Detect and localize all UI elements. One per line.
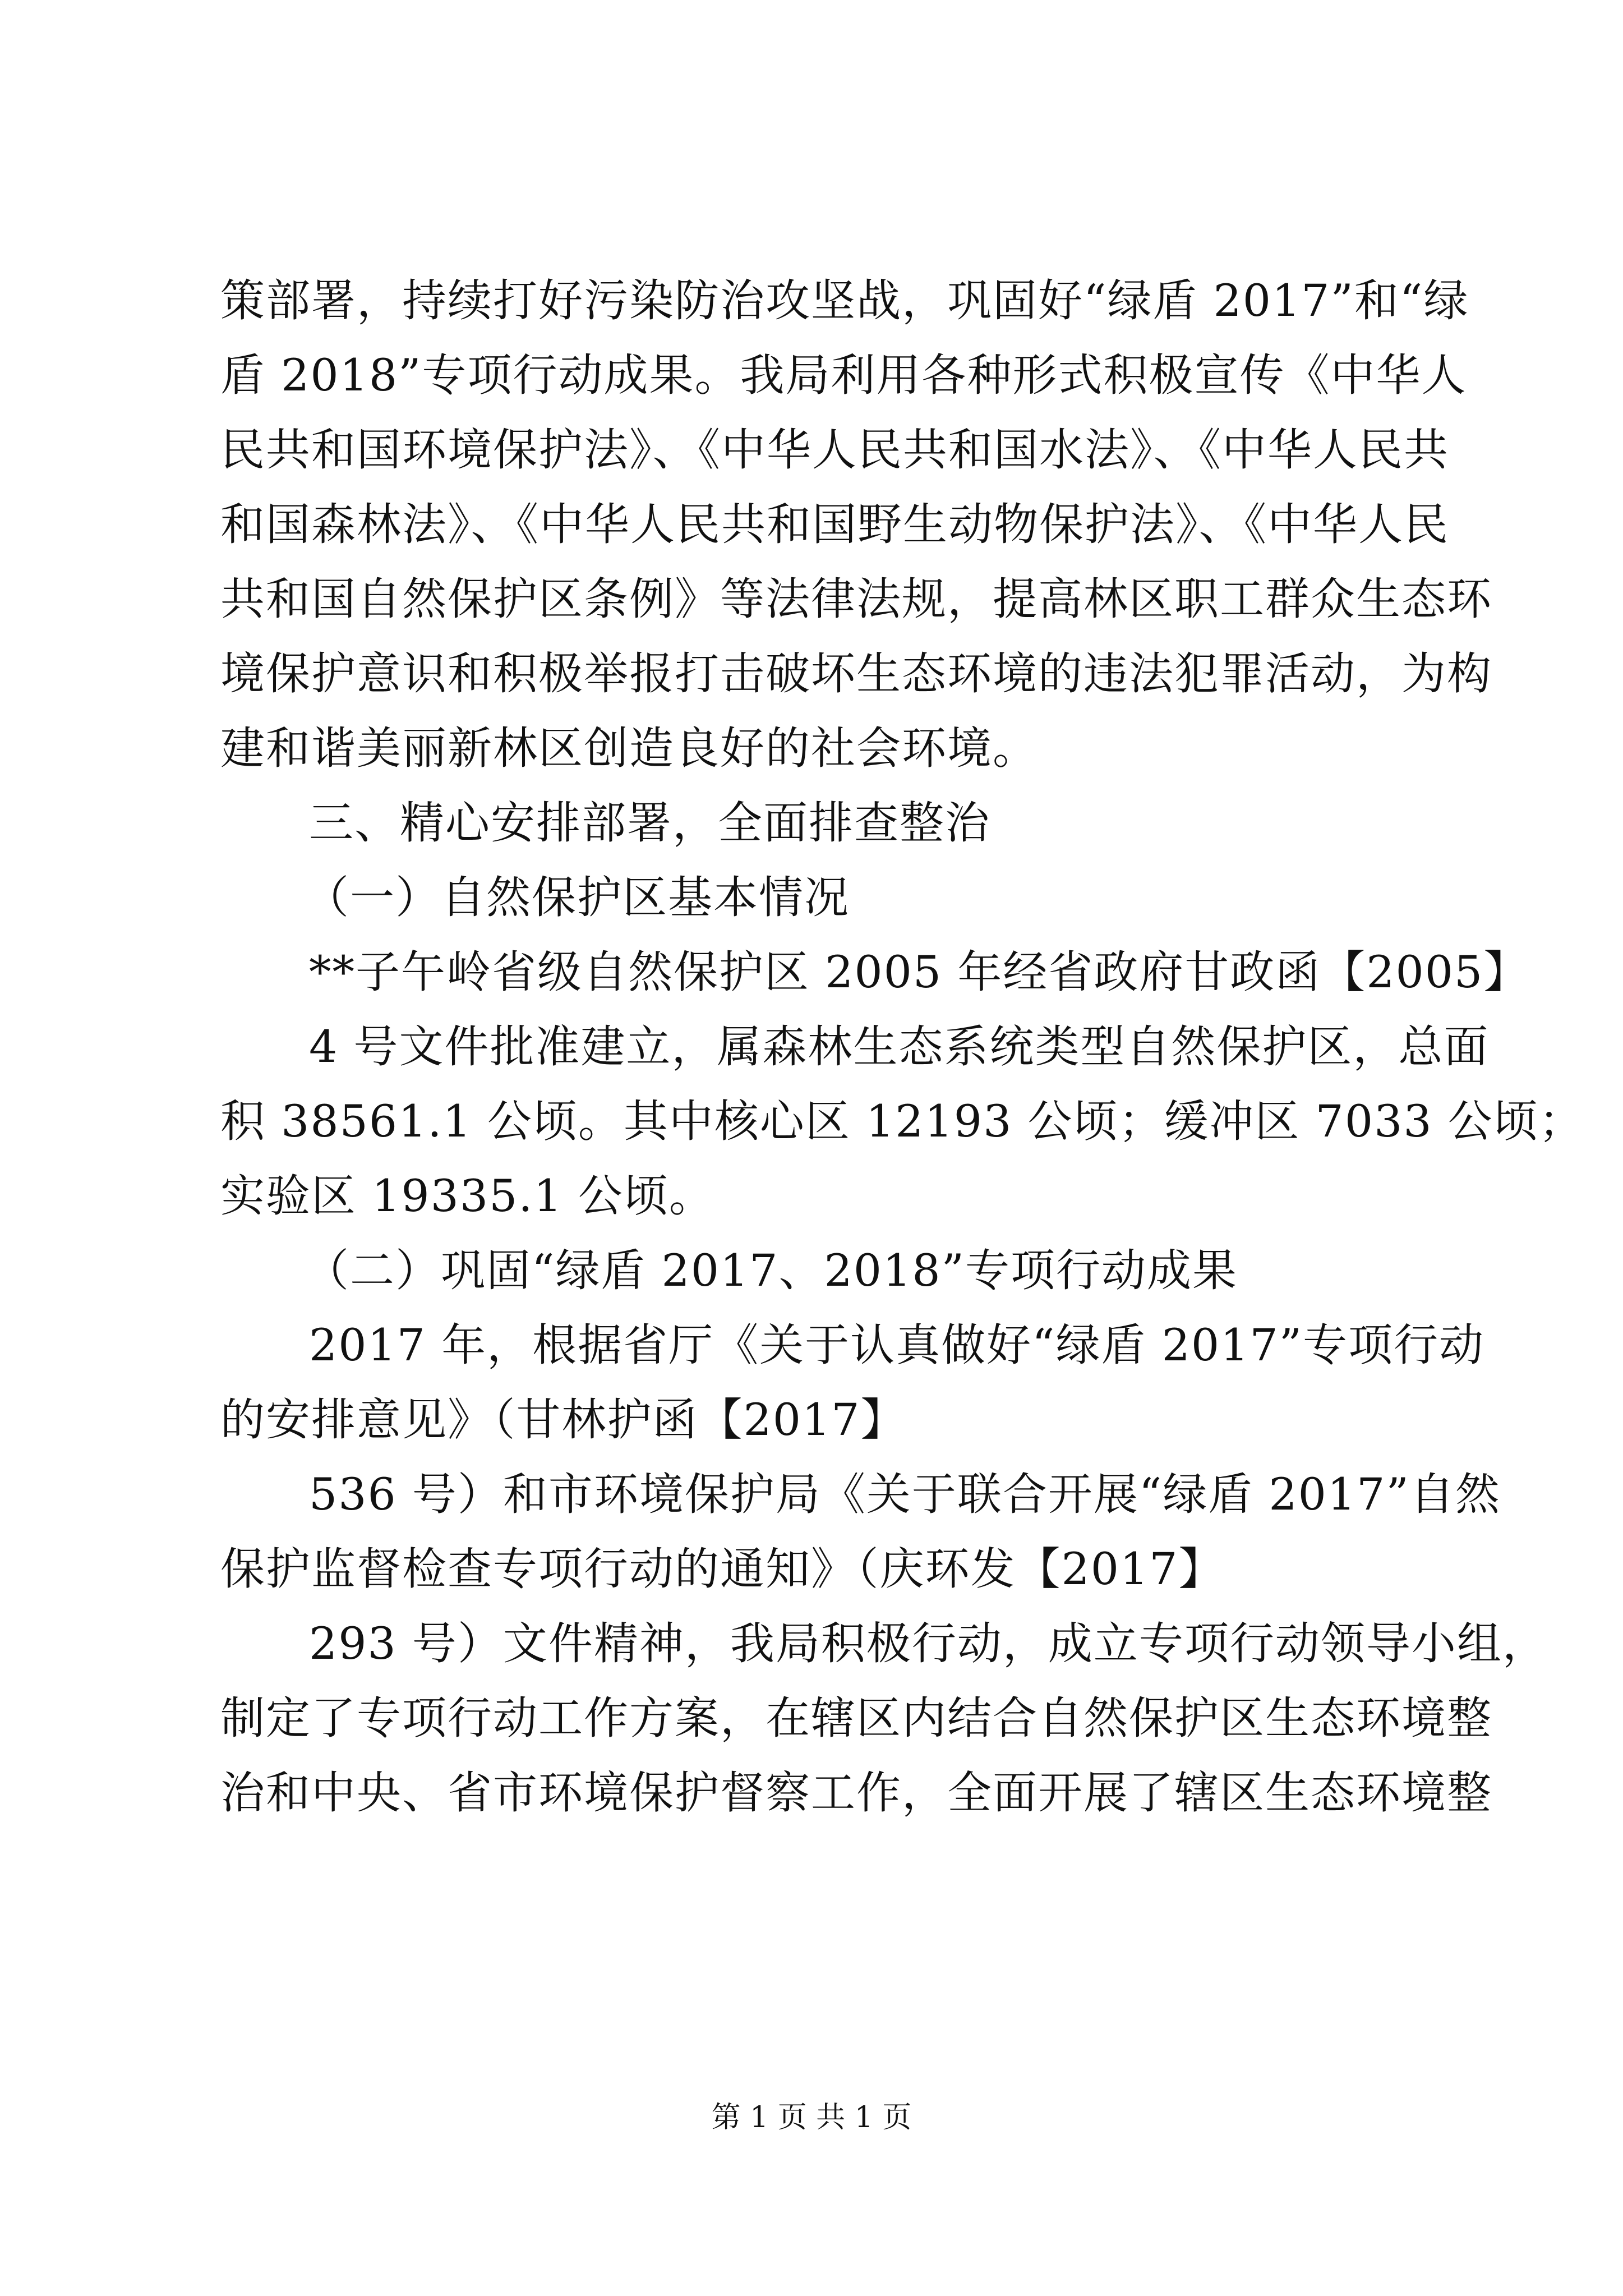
section-heading: 三、精心安排部署，全面排查整治 xyxy=(309,797,990,849)
body-line: 2017 年，根据省厅《关于认真做好“绿盾 2017”专项行动 xyxy=(309,1319,1485,1371)
body-line: 536 号）和市环境保护局《关于联合开展“绿盾 2017”自然 xyxy=(309,1469,1501,1520)
body-line: 实验区 19335.1 公顷。 xyxy=(220,1170,714,1222)
body-line: 保护监督检查专项行动的通知》（庆环发【2017】 xyxy=(220,1543,1224,1595)
body-line: 制定了专项行动工作方案，在辖区内结合自然保护区生态环境整 xyxy=(220,1692,1492,1744)
page-footer: 第 1 页 共 1 页 xyxy=(711,2101,912,2134)
body-line: **子午岭省级自然保护区 2005 年经省政府甘政函【2005】 xyxy=(309,946,1529,998)
body-line: 盾 2018”专项行动成果。我局利用各种形式积极宣传《中华人 xyxy=(220,349,1467,401)
body-line: 共和国自然保护区条例》等法律法规，提高林区职工群众生态环 xyxy=(220,573,1492,625)
body-line: 293 号）文件精神，我局积极行动，成立专项行动领导小组， xyxy=(309,1618,1548,1669)
body-line: 境保护意识和积极举报打击破坏生态环境的违法犯罪活动，为构 xyxy=(220,648,1492,700)
body-line: 建和谐美丽新林区创造良好的社会环境。 xyxy=(220,723,1038,774)
body-line: 积 38561.1 公顷。其中核心区 12193 公顷；缓冲区 7033 公顷； xyxy=(220,1096,1584,1147)
body-line: 民共和国环境保护法》、《中华人民共和国水法》、《中华人民共 xyxy=(220,424,1449,476)
document-body xyxy=(220,264,1584,1830)
body-line: 治和中央、省市环境保护督察工作，全面开展了辖区生态环境整 xyxy=(220,1767,1492,1819)
body-line: 策部署，持续打好污染防治攻坚战，巩固好“绿盾 2017”和“绿 xyxy=(220,275,1469,326)
subsection-heading: （二）巩固“绿盾 2017、2018”专项行动成果 xyxy=(305,1245,1238,1296)
body-line: 和国森林法》、《中华人民共和国野生动物保护法》、《中华人民 xyxy=(220,499,1449,550)
body-line: 的安排意见》（甘林护函【2017】 xyxy=(220,1394,906,1446)
body-line: 4 号文件批准建立，属森林生态系统类型自然保护区，总面 xyxy=(309,1021,1490,1073)
subsection-heading: （一）自然保护区基本情况 xyxy=(305,872,850,923)
